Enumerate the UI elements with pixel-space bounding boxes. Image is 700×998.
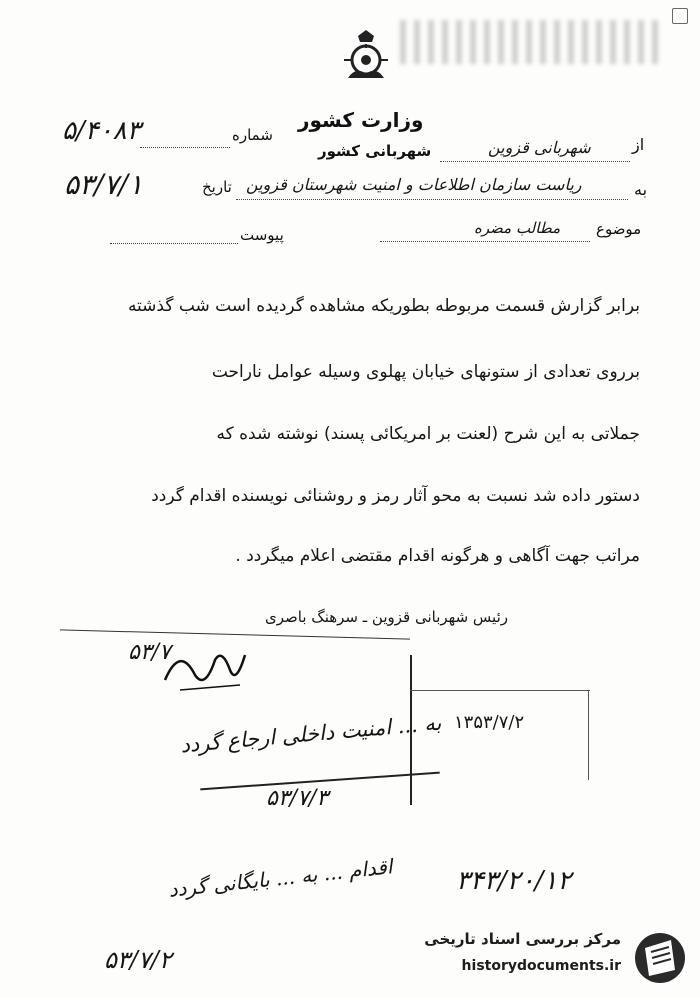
watermark-block: [405, 928, 695, 988]
from-dots: [440, 160, 630, 162]
signature-mark-icon: [160, 640, 250, 700]
subject-label: موضوع: [596, 220, 642, 238]
subject-dots: [380, 240, 590, 242]
department-name: شهربانی کشور: [318, 142, 432, 160]
archive-logo-icon: [631, 930, 689, 986]
body-line-2: برروی تعدادی از ستونهای خیابان پهلوی وسیله عوامل ناراحت: [211, 362, 640, 382]
to-value: ریاست سازمان اطلاعات و امنیت شهرستان قزوین: [246, 175, 582, 194]
archive-date: ۵۳/۷/۲: [104, 946, 172, 974]
subject-value: مطالب مضره: [474, 219, 561, 237]
number-label: شماره: [232, 126, 273, 144]
stamp-frame-right: [588, 690, 589, 780]
archive-note: اقدام ... به ... بایگانی گردد: [167, 854, 394, 902]
attachment-dots: [110, 242, 238, 244]
from-value: شهربانی قزوین: [488, 138, 591, 157]
body-line-3: جملاتی به این شرح (لعنت بر امریکائی پسند) نوشته شده که: [216, 424, 640, 444]
document-number: ۵/۴۰۸۳: [62, 116, 141, 146]
signature-scrawl: ۵۳/۷: [128, 640, 171, 665]
number-dots: [140, 146, 230, 148]
body-line-1: برابر گزارش قسمت مربوطه بطوریکه مشاهده گردیده است شب گذشته: [127, 296, 640, 316]
stamp-date: ۱۳۵۳/۷/۲: [454, 712, 525, 733]
to-dots: [236, 198, 628, 200]
to-label: به: [634, 180, 648, 199]
body-line-5: مراتب جهت آگاهی و هرگونه اقدام مقتضی اعلام میگردد .: [235, 546, 640, 566]
ministry-title: وزارت کشور: [298, 108, 424, 132]
stamp-frame-top: [410, 690, 590, 691]
referral-date: ۵۳/۷/۳: [266, 786, 329, 811]
document-date: ۵۳/۷/۱: [64, 168, 144, 201]
lion-and-sun-emblem-icon: [338, 30, 394, 88]
signature-underline: [60, 629, 410, 639]
body-line-4: دستور داده شد نسبت به محو آثار رمز و روشنائی نویسنده اقدام گردد: [151, 486, 640, 506]
watermark-site: historydocuments.ir: [461, 958, 621, 974]
top-smudge: [400, 20, 660, 64]
date-label: تاریخ: [202, 178, 232, 196]
corner-mark: [672, 8, 688, 24]
from-label: از: [632, 135, 645, 154]
file-number: ۳۴۳/۲۰/۱۲: [456, 866, 572, 896]
attachment-label: پیوست: [240, 226, 284, 244]
referral-note: به ... امنیت داخلی ارجاع گردد: [179, 710, 443, 758]
watermark-org-name: مرکز بررسی اسناد تاریخی: [424, 930, 621, 948]
signature-title: رئیس شهربانی قزوین ـ سرهنگ باصری: [265, 608, 508, 626]
